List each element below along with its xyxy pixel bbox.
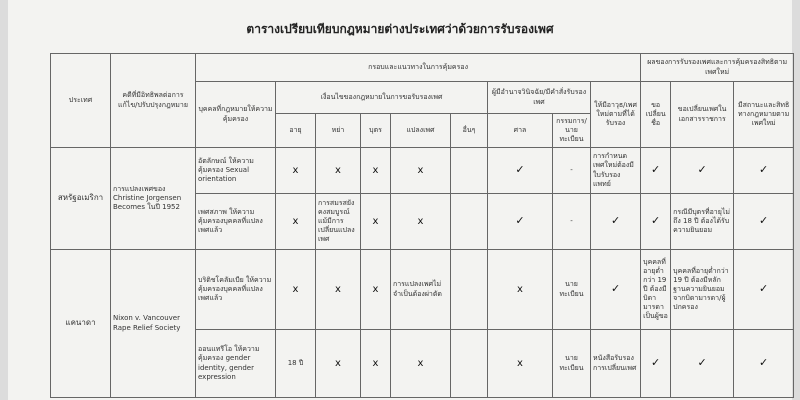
- header-conditions: เงื่อนไขของกฎหมายในการขอรับรองเพศ: [276, 82, 488, 114]
- header-effects: ผลของการรับรองเพศและการคุ้มครองสิทธิตามเพศใหม่: [641, 54, 794, 82]
- cell-age: x: [276, 250, 316, 330]
- cell-age: x: [276, 194, 316, 250]
- cell-divorce: การสมรสยังคงสมบูรณ์ แม้มีการเปลี่ยนแปลงเพศ: [316, 194, 361, 250]
- cell-doc-change: ✓: [591, 194, 641, 250]
- header-protected-person: บุคคลที่กฎหมายให้ความคุ้มครอง: [196, 82, 276, 148]
- cell-surgery: x: [391, 148, 451, 194]
- cell-child: x: [361, 194, 391, 250]
- cell-registrar: นายทะเบียน: [553, 250, 591, 330]
- cell-divorce: x: [316, 250, 361, 330]
- cell-court: x: [488, 250, 553, 330]
- cell-child: x: [361, 148, 391, 194]
- header-authority: ผู้มีอำนาจวินิจฉัย/มีคำสั่งรับรองเพศ: [488, 82, 591, 114]
- cell-official-docs: บุคคลที่อายุต่ำกว่า 19 ปี ต้องมีหลักฐานความยินยอมจากบิดามารดา/ผู้ปกครอง: [671, 250, 734, 330]
- cell-rights: ✓: [734, 330, 794, 398]
- cell-protected: ออนแทรีโอ ให้ความคุ้มครอง gender identity, gender expression: [196, 330, 276, 398]
- cell-surgery: x: [391, 330, 451, 398]
- document-title: ตารางเปรียบเทียบกฎหมายต่างประเทศว่าด้วยการรับรองเพศ: [246, 22, 554, 36]
- header-child: บุตร: [361, 114, 391, 148]
- cell-name-change: ✓: [641, 194, 671, 250]
- cell-doc-change: ✓: [591, 250, 641, 330]
- cell-rights: ✓: [734, 148, 794, 194]
- cell-age: 18 ปี: [276, 330, 316, 398]
- header-country: ประเทศ: [51, 54, 111, 148]
- header-registrar: กรรมการ/นายทะเบียน: [553, 114, 591, 148]
- cell-protected: บริติชโคลัมเบีย ให้ความคุ้มครองบุคคลที่แปลงเพศแล้ว: [196, 250, 276, 330]
- cell-other: [451, 330, 488, 398]
- cell-child: x: [361, 330, 391, 398]
- cell-other: [451, 250, 488, 330]
- cell-official-docs: กรณีมีบุตรที่อายุไม่ถึง 18 ปี ต้องได้รับความยินยอม: [671, 194, 734, 250]
- cell-name-change: ✓: [641, 148, 671, 194]
- header-doc-change: ให้มีอาวุธ/เพศใหม่ตามที่ได้รับรอง: [591, 82, 641, 148]
- header-name-change: ขอเปลี่ยนชื่อ: [641, 82, 671, 148]
- cell-court: x: [488, 330, 553, 398]
- header-court: ศาล: [488, 114, 553, 148]
- cell-official-docs: ✓: [671, 330, 734, 398]
- cell-child: x: [361, 250, 391, 330]
- cell-surgery: การแปลงเพศไม่จำเป็นต้องผ่าตัด: [391, 250, 451, 330]
- cell-protected: เพศสภาพ ให้ความคุ้มครองบุคคลที่แปลงเพศแล้ว: [196, 194, 276, 250]
- header-surgery: แปลงเพศ: [391, 114, 451, 148]
- cell-divorce: x: [316, 330, 361, 398]
- table-row: [51, 148, 794, 194]
- cell-surgery: x: [391, 194, 451, 250]
- cell-case: Nixon v. Vancouver Rape Relief Society: [111, 250, 196, 398]
- cell-official-docs: ✓: [671, 148, 734, 194]
- cell-registrar: -: [553, 194, 591, 250]
- header-divorce: หย่า: [316, 114, 361, 148]
- comparison-table: [50, 53, 794, 398]
- cell-name-change: ✓: [641, 330, 671, 398]
- cell-doc-change: หนังสือรับรองการเปลี่ยนเพศ: [591, 330, 641, 398]
- header-case: คดีที่มีอิทธิพลต่อการแก้ไข/ปรับปรุงกฎหมาย: [111, 54, 196, 148]
- cell-court: ✓: [488, 148, 553, 194]
- cell-country: แคนาดา: [51, 250, 111, 398]
- cell-protected: อัตลักษณ์ ให้ความคุ้มครอง Sexual orientation: [196, 148, 276, 194]
- cell-age: x: [276, 148, 316, 194]
- header-age: อายุ: [276, 114, 316, 148]
- cell-court: ✓: [488, 194, 553, 250]
- header-official-docs: ขอเปลี่ยนเพศในเอกสารราชการ: [671, 82, 734, 148]
- cell-divorce: x: [316, 148, 361, 194]
- cell-rights: ✓: [734, 250, 794, 330]
- cell-country: สหรัฐอเมริกา: [51, 148, 111, 250]
- cell-registrar: นายทะเบียน: [553, 330, 591, 398]
- cell-other: [451, 148, 488, 194]
- cell-doc-change: การกำหนดเพศใหม่ต้องมีใบรับรองแพทย์: [591, 148, 641, 194]
- header-other: อื่นๆ: [451, 114, 488, 148]
- cell-rights: ✓: [734, 194, 794, 250]
- cell-other: [451, 194, 488, 250]
- cell-case: การแปลงเพศของ Christine Jorgensen Becomes ในปี 1952: [111, 148, 196, 250]
- header-rights: มีสถานะและสิทธิทางกฎหมายตามเพศใหม่: [734, 82, 794, 148]
- table-row: [51, 250, 794, 330]
- cell-registrar: -: [553, 148, 591, 194]
- cell-name-change: บุคคลที่อายุต่ำกว่า 19 ปี ต้องมีบิดามารดาเป็นผู้ขอ: [641, 250, 671, 330]
- header-framework: กรอบและแนวทางในการคุ้มครอง: [196, 54, 641, 82]
